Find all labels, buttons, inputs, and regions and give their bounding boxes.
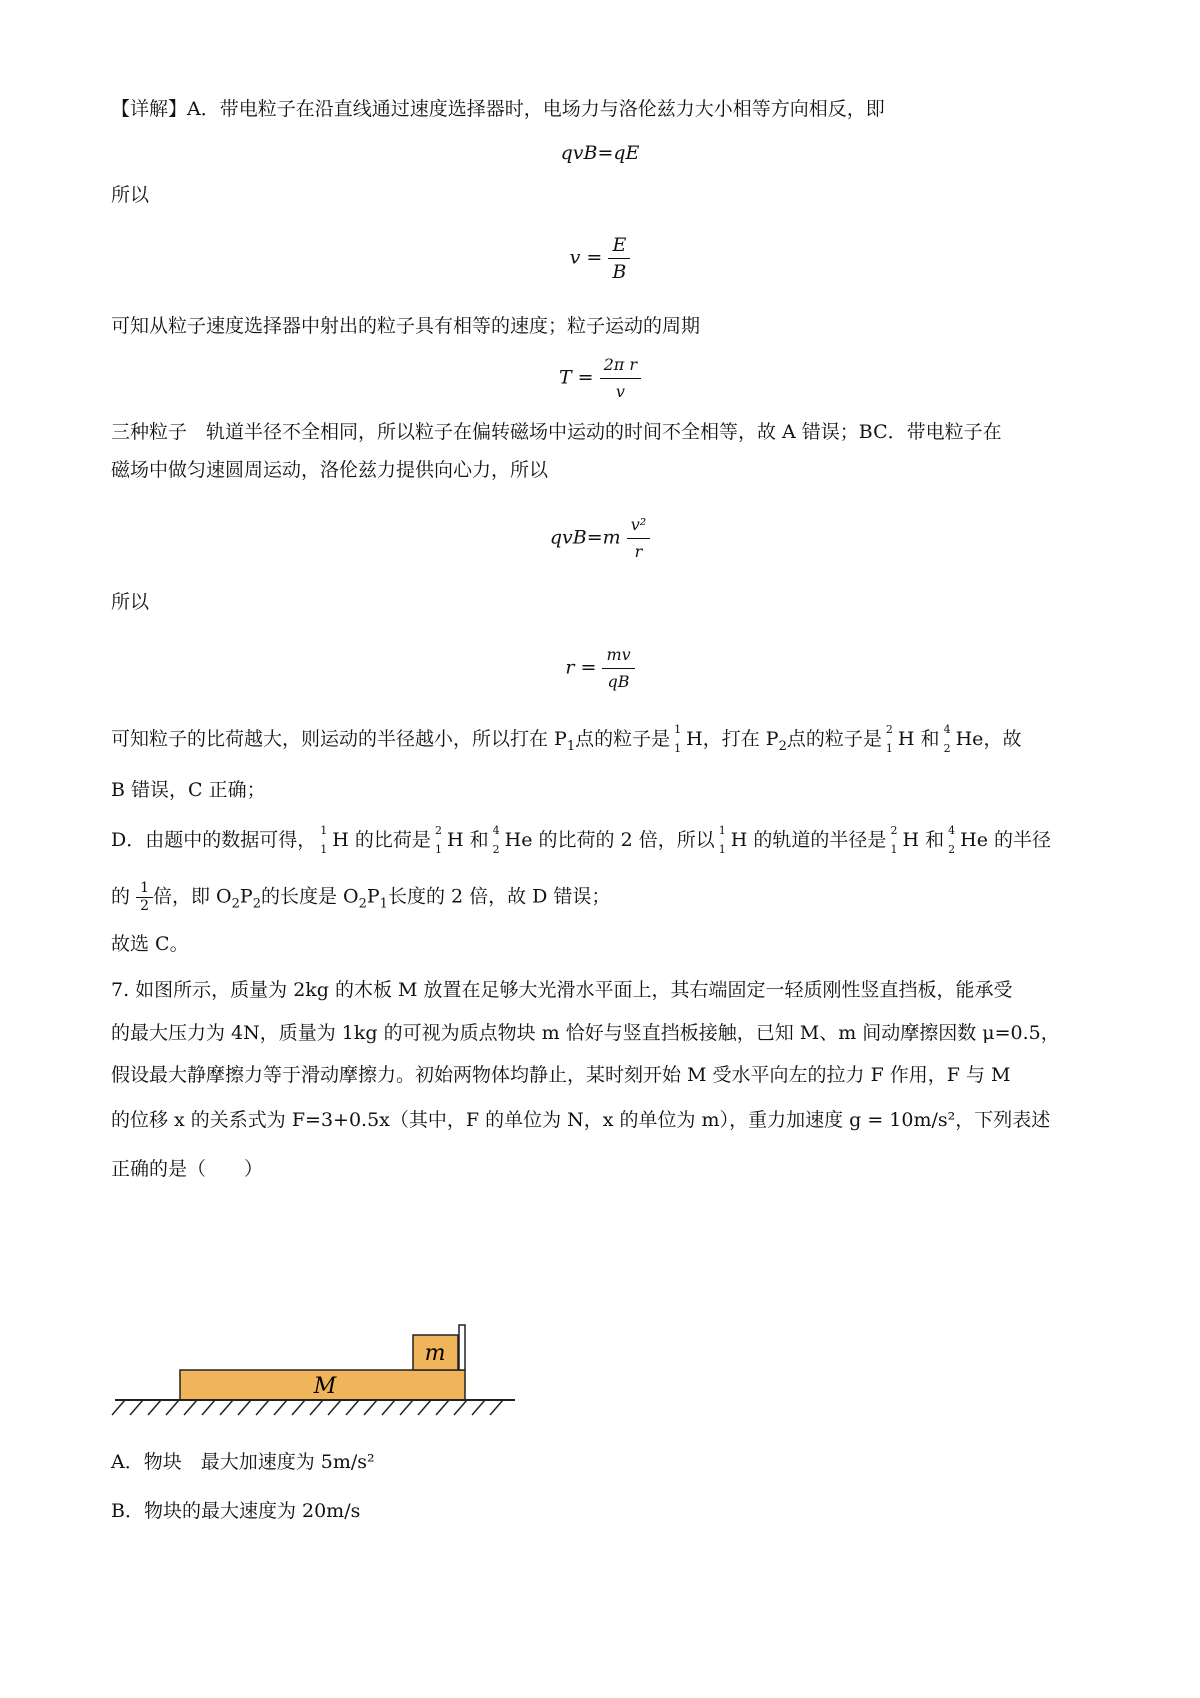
option-a: A．物块 最大加速度为 5m/s² <box>111 1451 375 1473</box>
equation-velocity-selector <box>0 142 1200 164</box>
para5a-text2: 的比荷是 <box>354 829 431 851</box>
question7-line5: 正确的是（ ） <box>111 1158 264 1180</box>
eq3-denominator: v <box>615 382 625 401</box>
para4a-text1: 可知粒子的比荷越大，则运动的半径越小，所以打在 P <box>111 728 567 750</box>
detail-para5b: 的 $\frac{1}{2}$ 倍，即 $O_2P_2$的长度是 $O_2P_1$长度的 2 倍，故 D 错误； <box>111 880 611 914</box>
detail-para3a: 三种粒子 轨道半径不全相同，所以粒子在偏转磁场中运动的时间不全相等，故 A 错误；BC．带电粒子在 <box>111 421 1002 443</box>
eq2-lhs: v = <box>569 246 603 269</box>
question7-line2: 的最大压力为 4N，质量为 1kg 的可视为质点物块 m 恰好与竖直挡板接触，已知 M、m 间动摩擦因数 μ=0.5， <box>111 1022 1060 1044</box>
half-fraction: $\frac{1}{2}$ <box>136 880 153 915</box>
eq5-fraction <box>602 642 634 695</box>
detail-intro: 【详解】A．带电粒子在沿直线通过速度选择器时，电场力与洛伦兹力大小相等方向相反，即 <box>111 98 885 120</box>
eq3-numerator: 2π r <box>600 352 641 379</box>
para4a-text3: ，打在 P <box>702 728 779 750</box>
eq5-numerator: mv <box>602 642 634 669</box>
eq1-text: qvB=qE <box>560 142 640 164</box>
p1-subscript: 1 <box>566 738 576 754</box>
eq5-lhs: r = <box>565 656 597 679</box>
so-label-1: 所以 <box>111 184 150 206</box>
para5b-text1: 的 <box>111 885 131 908</box>
eq3-lhs: T = <box>558 366 594 389</box>
p2-subscript: 2 <box>778 738 787 754</box>
para4a-text6: ，故 <box>983 728 1022 750</box>
detail-para4a <box>111 725 1021 761</box>
isotope-h2-b: 2 1 H <box>890 824 920 856</box>
eq4-numerator: v² <box>627 512 650 539</box>
eq4-fraction <box>627 512 650 565</box>
isotope-he4-a: 4 2 He <box>492 824 533 856</box>
isotope-he4-b: 4 2 He <box>948 824 988 856</box>
equation-radius <box>0 642 1200 695</box>
ground-hatching <box>112 1400 503 1415</box>
para5a-text7: 的半径 <box>994 829 1052 851</box>
board-label: M <box>313 1374 337 1399</box>
detail-para5a <box>111 826 1051 854</box>
eq5-denominator: qB <box>607 672 630 691</box>
board-block-figure <box>100 1310 520 1420</box>
para5a-text1: D．由题中的数据可得， <box>111 829 317 851</box>
para4a-text4: 点的粒子是 <box>786 728 882 750</box>
option-b: B．物块的最大速度为 20m/s <box>111 1500 361 1522</box>
isotope-h2-a: 2 1 H <box>434 824 464 856</box>
eq3-fraction <box>600 352 641 405</box>
para5a-text6: 和 <box>925 829 945 851</box>
equation-lorentz-centripetal <box>0 512 1200 565</box>
isotope-h1: 1 1 H <box>674 723 703 755</box>
eq2-numerator: E <box>608 232 630 259</box>
para5a-text5: 的轨道的半径是 <box>753 829 887 851</box>
para5b-text4: 的长度是 O <box>260 885 359 908</box>
block-label: m <box>424 1341 446 1366</box>
eq2-denominator: B <box>612 261 627 283</box>
para4a-text5: 和 <box>920 728 940 750</box>
question7-line3: 假设最大静摩擦力等于滑动摩擦力。初始两物体均静止，某时刻开始 M 受水平向左的拉力 F 作用，F 与 M <box>111 1064 1011 1086</box>
para5b-text2: 倍，即 O <box>152 885 232 908</box>
detail-para4b: B 错误，C 正确； <box>111 779 266 801</box>
para5a-text4: 的比荷的 2 倍，所以 <box>538 829 715 851</box>
para4a-text2: 点的粒子是 <box>575 728 671 750</box>
detail-para2: 可知从粒子速度选择器中射出的粒子具有相等的速度；粒子运动的周期 <box>111 315 701 337</box>
equation-v-e-over-b <box>0 232 1200 285</box>
question7-line4: 的位移 x 的关系式为 F=3+0.5x（其中，F 的单位为 N，x 的单位为 m），重力加速度 g = 10m/s²，下列表述 <box>111 1109 1051 1131</box>
equation-period <box>0 352 1200 405</box>
eq4-denominator: r <box>634 542 643 561</box>
eq2-fraction <box>608 232 630 285</box>
isotope-h2: 2 1 H <box>885 723 915 755</box>
para5b-text5: 长度的 2 倍，故 D 错误； <box>387 885 611 908</box>
vertical-baffle <box>459 1325 465 1370</box>
isotope-he4: 4 2 He <box>943 723 984 755</box>
detail-para3b: 磁场中做匀速圆周运动，洛伦兹力提供向心力，所以 <box>111 459 549 481</box>
para5b-text3: P <box>239 885 253 908</box>
question7-line1: 7. 如图所示，质量为 2kg 的木板 M 放置在足够大光滑水平面上，其右端固定一轻质刚性竖直挡板，能承受 <box>111 979 1013 1001</box>
isotope-h1-a: 1 1 H <box>320 824 349 856</box>
conclusion: 故选 C。 <box>111 933 189 955</box>
para5a-text3: 和 <box>469 829 489 851</box>
eq4-lhs: qvB=m <box>549 526 621 549</box>
isotope-h1-b: 1 1 H <box>718 824 748 856</box>
so-label-2: 所以 <box>111 591 150 613</box>
